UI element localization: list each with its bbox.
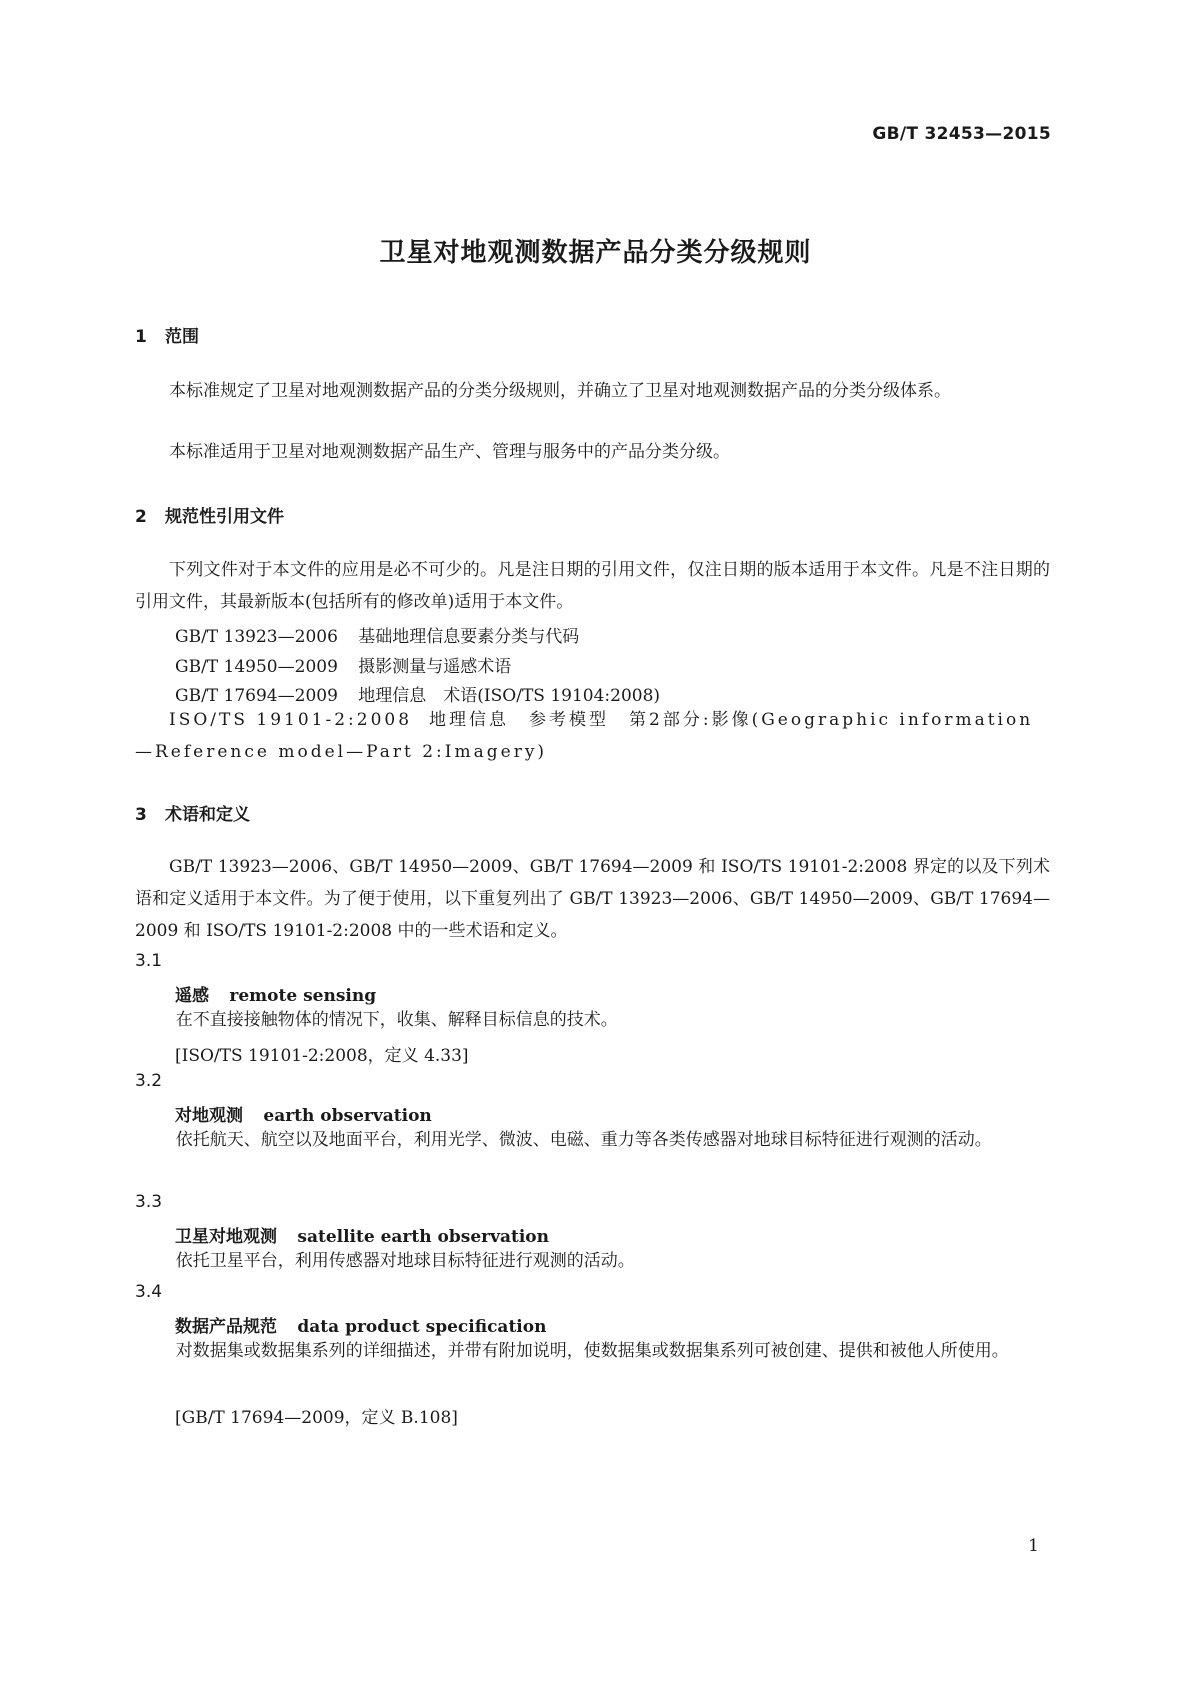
standard-code: GB/T 32453—2015	[872, 124, 1051, 144]
section-1-heading	[135, 322, 199, 347]
term-entry	[175, 1101, 432, 1126]
reference-item	[175, 652, 511, 677]
term-english: earth observation	[263, 1106, 432, 1126]
reference-code: GB/T 17694—2009	[175, 686, 338, 706]
term-number: 3.2	[135, 1071, 163, 1091]
reference-title: 地理信息 术语(ISO/TS 19104:2008)	[358, 686, 661, 706]
term-number: 3.4	[135, 1282, 163, 1302]
reference-code: GB/T 13923—2006	[175, 627, 338, 647]
reference-title: 地理信息 参考模型 第2部分:影像(Geographic information—Reference model—Part 2:Imagery)	[135, 710, 1034, 762]
reference-item	[175, 622, 579, 647]
section-number: 1	[135, 327, 147, 347]
document-title: 卫星对地观测数据产品分类分级规则	[379, 238, 812, 268]
term-number: 3.1	[135, 951, 163, 971]
term-source: [GB/T 17694—2009，定义 B.108]	[175, 1408, 458, 1428]
term-english: satellite earth observation	[297, 1227, 549, 1247]
section-number: 2	[135, 507, 147, 527]
term-chinese: 数据产品规范	[175, 1317, 277, 1337]
term-source: [ISO/TS 19101-2:2008，定义 4.33]	[175, 1046, 469, 1066]
term-chinese: 遥感	[175, 986, 209, 1006]
section-number: 3	[135, 805, 147, 825]
reference-code: ISO/TS 19101-2:2008	[169, 710, 413, 730]
paragraph: 下列文件对于本文件的应用是必不可少的。凡是注日期的引用文件，仅注日期的版本适用于本文件。凡是不注日期的引用文件，其最新版本(包括所有的修改单)适用于本文件。	[135, 560, 1050, 612]
section-title: 范围	[165, 327, 199, 347]
term-chinese: 对地观测	[175, 1106, 243, 1126]
reference-item	[135, 704, 1050, 768]
section-3-heading	[135, 800, 250, 825]
reference-title: 摄影测量与遥感术语	[358, 657, 512, 677]
reference-code: GB/T 14950—2009	[175, 657, 338, 677]
term-definition: 依托卫星平台，利用传感器对地球目标特征进行观测的活动。	[175, 1251, 635, 1271]
term-english: remote sensing	[229, 986, 377, 1006]
term-entry	[175, 1222, 549, 1247]
term-definition: 对数据集或数据集系列的详细描述，并带有附加说明，使数据集或数据集系列可被创建、提供和被他人所使用。	[175, 1341, 1009, 1361]
paragraph: GB/T 13923—2006、GB/T 14950—2009、GB/T 17694—2009 和 ISO/TS 19101-2:2008 界定的以及下列术语和定义适用于本文件。为了便于使用，以下重复列出了 GB/T 13923—2006、GB/T 14950—2009、GB/T 17694—2009 和 ISO/TS 19101-2:2008 中的一些术语和定义。	[135, 857, 1050, 941]
reference-title: 基础地理信息要素分类与代码	[358, 627, 580, 647]
term-entry	[175, 981, 376, 1006]
reference-item	[175, 681, 660, 706]
term-chinese: 卫星对地观测	[175, 1227, 277, 1247]
page-number: 1	[1028, 1536, 1039, 1556]
term-number: 3.3	[135, 1192, 163, 1212]
term-definition: 在不直接接触物体的情况下，收集、解释目标信息的技术。	[175, 1010, 618, 1030]
term-english: data product specification	[297, 1317, 547, 1337]
section-title: 规范性引用文件	[165, 507, 284, 527]
paragraph: 本标准规定了卫星对地观测数据产品的分类分级规则，并确立了卫星对地观测数据产品的分类分级体系。	[169, 381, 951, 401]
paragraph: 本标准适用于卫星对地观测数据产品生产、管理与服务中的产品分类分级。	[169, 442, 730, 462]
term-entry	[175, 1312, 546, 1337]
term-definition: 依托航天、航空以及地面平台，利用光学、微波、电磁、重力等各类传感器对地球目标特征进行观测的活动。	[175, 1130, 992, 1150]
section-title: 术语和定义	[165, 805, 250, 825]
section-2-heading	[135, 502, 284, 527]
